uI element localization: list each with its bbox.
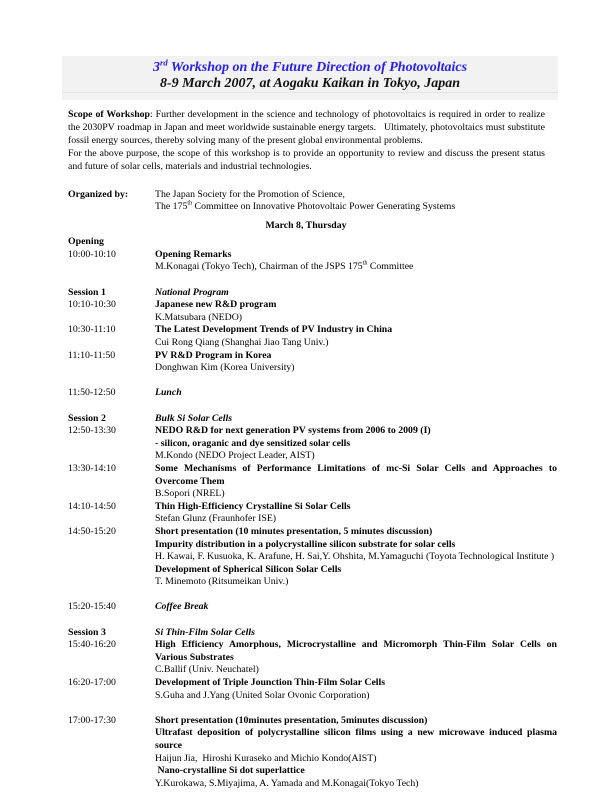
speaker-line: M.Kondo (NEDO Project Leader, AIST) [155, 450, 315, 462]
organized-by-label: Organized by: [68, 188, 129, 200]
speaker-line: C.Ballif (Univ. Neuchatel) [155, 664, 259, 676]
session-label: Session 1 [68, 286, 106, 298]
row-content [155, 287, 557, 300]
row-content [155, 627, 557, 640]
workshop-subtitle: 8-9 March 2007, at Aogaku Kaikan in Tokyo, Japan [159, 76, 460, 91]
time-label: 15:40-16:20 [68, 639, 116, 651]
time-label: 11:10-11:50 [68, 349, 116, 361]
schedule-row [68, 463, 557, 501]
schedule-row [68, 350, 557, 375]
schedule-row [68, 677, 557, 702]
time-label: 14:50-15:20 [68, 525, 116, 537]
speaker-line: S.Guha and J.Yang (United Solar Ovonic Corporation) [155, 689, 370, 701]
session-topic: National Program [155, 286, 229, 298]
organizer-line: The Japan Society for the Promotion of Science, [155, 188, 345, 200]
schedule-row [68, 425, 557, 463]
talk-title: Opening Remarks [155, 248, 232, 260]
row-content [155, 601, 557, 614]
talk-title: Japanese new R&D program [155, 299, 277, 311]
day-header: March 8, Thursday [265, 220, 347, 232]
session-topic: Bulk Si Solar Cells [155, 412, 233, 424]
schedule-row [68, 501, 557, 526]
session-label: Opening [68, 236, 104, 248]
row-content [155, 387, 557, 400]
time-label: 13:30-14:10 [68, 462, 116, 474]
talk-title: NEDO R&D for next generation PV systems from 2006 to 2009 (I) [155, 425, 431, 437]
schedule-row [68, 324, 557, 349]
row-content [155, 299, 557, 324]
session-topic: Lunch [155, 387, 182, 399]
row-content [155, 425, 557, 463]
speaker-line: Stefan Glunz (Fraunhofer ISE) [155, 513, 277, 525]
talk-title: PV R&D Program in Korea [155, 349, 272, 361]
schedule-row [68, 287, 557, 300]
talk-title: High Efficiency Amorphous, Microcrystalline and Micromorph Thin-Film Solar Cells on Various Substrates [155, 639, 557, 663]
row-content [155, 350, 557, 375]
row-content [155, 526, 557, 589]
talk-title: Nano-crystalline Si dot superlattice [155, 765, 305, 777]
talk-title: The Latest Development Trends of PV Industry in China [155, 324, 393, 336]
row-content [155, 677, 557, 702]
time-label: 16:20-17:00 [68, 677, 116, 689]
scope-text-2: For the above purpose, the scope of this workshop is to provide an opportunity to review and discuss the present status and future of solar cells, materials and industrial technologies. [68, 147, 545, 172]
talk-title: Short presentation (10 minutes presentation, 5 minutes discussion) [155, 525, 433, 537]
time-label: 15:20-15:40 [68, 601, 116, 613]
time-label: 10:30-11:10 [68, 324, 116, 336]
time-label: 11:50-12:50 [68, 387, 116, 399]
talk-title: Impurity distribution in a polycrystalline silicon substrate for solar cells [155, 538, 456, 550]
row-content [155, 236, 557, 249]
organized-by [68, 189, 557, 215]
speaker-line: H. Kawai, F. Kusuoka, K. Arafune, H. Sai,Y. Ohshita, M.Yamaguchi (Toyota Technological Institute ) [155, 551, 555, 563]
schedule-row [68, 413, 557, 426]
scope-label: Scope of Workshop [68, 109, 150, 120]
time-label: 17:00-17:30 [68, 714, 116, 726]
talk-title: - silicon, oraganic and dye sensitized solar cells [155, 437, 351, 449]
speaker-line: K.Matsubara (NEDO) [155, 311, 243, 323]
organizer-line: The 175th Committee on Innovative Photovoltaic Power Generating Systems [155, 201, 456, 213]
organized-by-lines [155, 189, 557, 215]
title-box [62, 56, 558, 100]
schedule [68, 236, 557, 790]
schedule-row [68, 249, 557, 274]
row-content [155, 463, 557, 501]
scope-paragraph [68, 109, 545, 174]
talk-title: Thin High-Efficiency Crystalline Si Solar Cells [155, 500, 351, 512]
schedule-row [68, 526, 557, 589]
session-label: Session 3 [68, 626, 106, 638]
speaker-line: T. Minemoto (Ritsumeikan Univ.) [155, 576, 289, 588]
row-content [155, 324, 557, 349]
schedule-row [68, 601, 557, 614]
scope-body: : Further development in the science and technology of photovoltaics is required in order to realize the 2030PV roadmap in Japan and meet worldwide sustainable energy targets. Ultimately, photovoltaics must substitute fossil energy sources, thereby solving many of the present global environmental problems. [68, 109, 545, 146]
talk-title: Some Mechanisms of Performance Limitations of mc-Si Solar Cells and Approaches to Overcome Them [155, 462, 557, 487]
talk-title: Ultrafast deposition of polycrystalline silicon films using a new microwave induced plasma source [155, 727, 557, 751]
talk-title: Short presentation (10minutes presentation, 5minutes discussion) [155, 714, 428, 726]
schedule-row [68, 236, 557, 249]
talk-title: Development of Triple Jounction Thin-Film Solar Cells [155, 677, 386, 689]
schedule-row [68, 299, 557, 324]
row-content [155, 639, 557, 677]
schedule-row [68, 639, 557, 677]
session-topic: Si Thin-Film Solar Cells [155, 626, 255, 638]
title-box-divider [62, 92, 558, 100]
time-label: 10:00-10:10 [68, 248, 116, 260]
scope-text-1 [68, 109, 545, 148]
row-content [155, 715, 557, 791]
time-label: 14:10-14:50 [68, 500, 116, 512]
schedule-row [68, 627, 557, 640]
session-label: Session 2 [68, 412, 106, 424]
speaker-line: M.Konagai (Tokyo Tech), Chairman of the JSPS 175th Committee [155, 261, 414, 273]
speaker-line: Donghwan Kim (Korea University) [155, 362, 295, 374]
speaker-line: Cui Rong Qiang (Shanghai Jiao Tang Univ.) [155, 337, 329, 348]
time-label: 10:10-10:30 [68, 299, 116, 311]
row-content [155, 413, 557, 426]
talk-title: Development of Spherical Silicon Solar Cells [155, 563, 342, 575]
speaker-line: Haijun Jia, Hiroshi Kuraseko and Michio Kondo(AIST) [155, 752, 377, 764]
time-label: 12:50-13:30 [68, 425, 116, 437]
workshop-title: 3rd Workshop on the Future Direction of Photovoltaics [152, 57, 468, 75]
schedule-row [68, 387, 557, 400]
session-topic: Coffee Break [155, 601, 209, 613]
row-content [155, 501, 557, 526]
schedule-row [68, 715, 557, 791]
row-content [155, 249, 557, 274]
speaker-line: B.Sopori (NREL) [155, 488, 225, 500]
speaker-line: Y.Kurokawa, S.Miyajima, A. Yamada and M.Konagai(Tokyo Tech) [155, 777, 419, 789]
